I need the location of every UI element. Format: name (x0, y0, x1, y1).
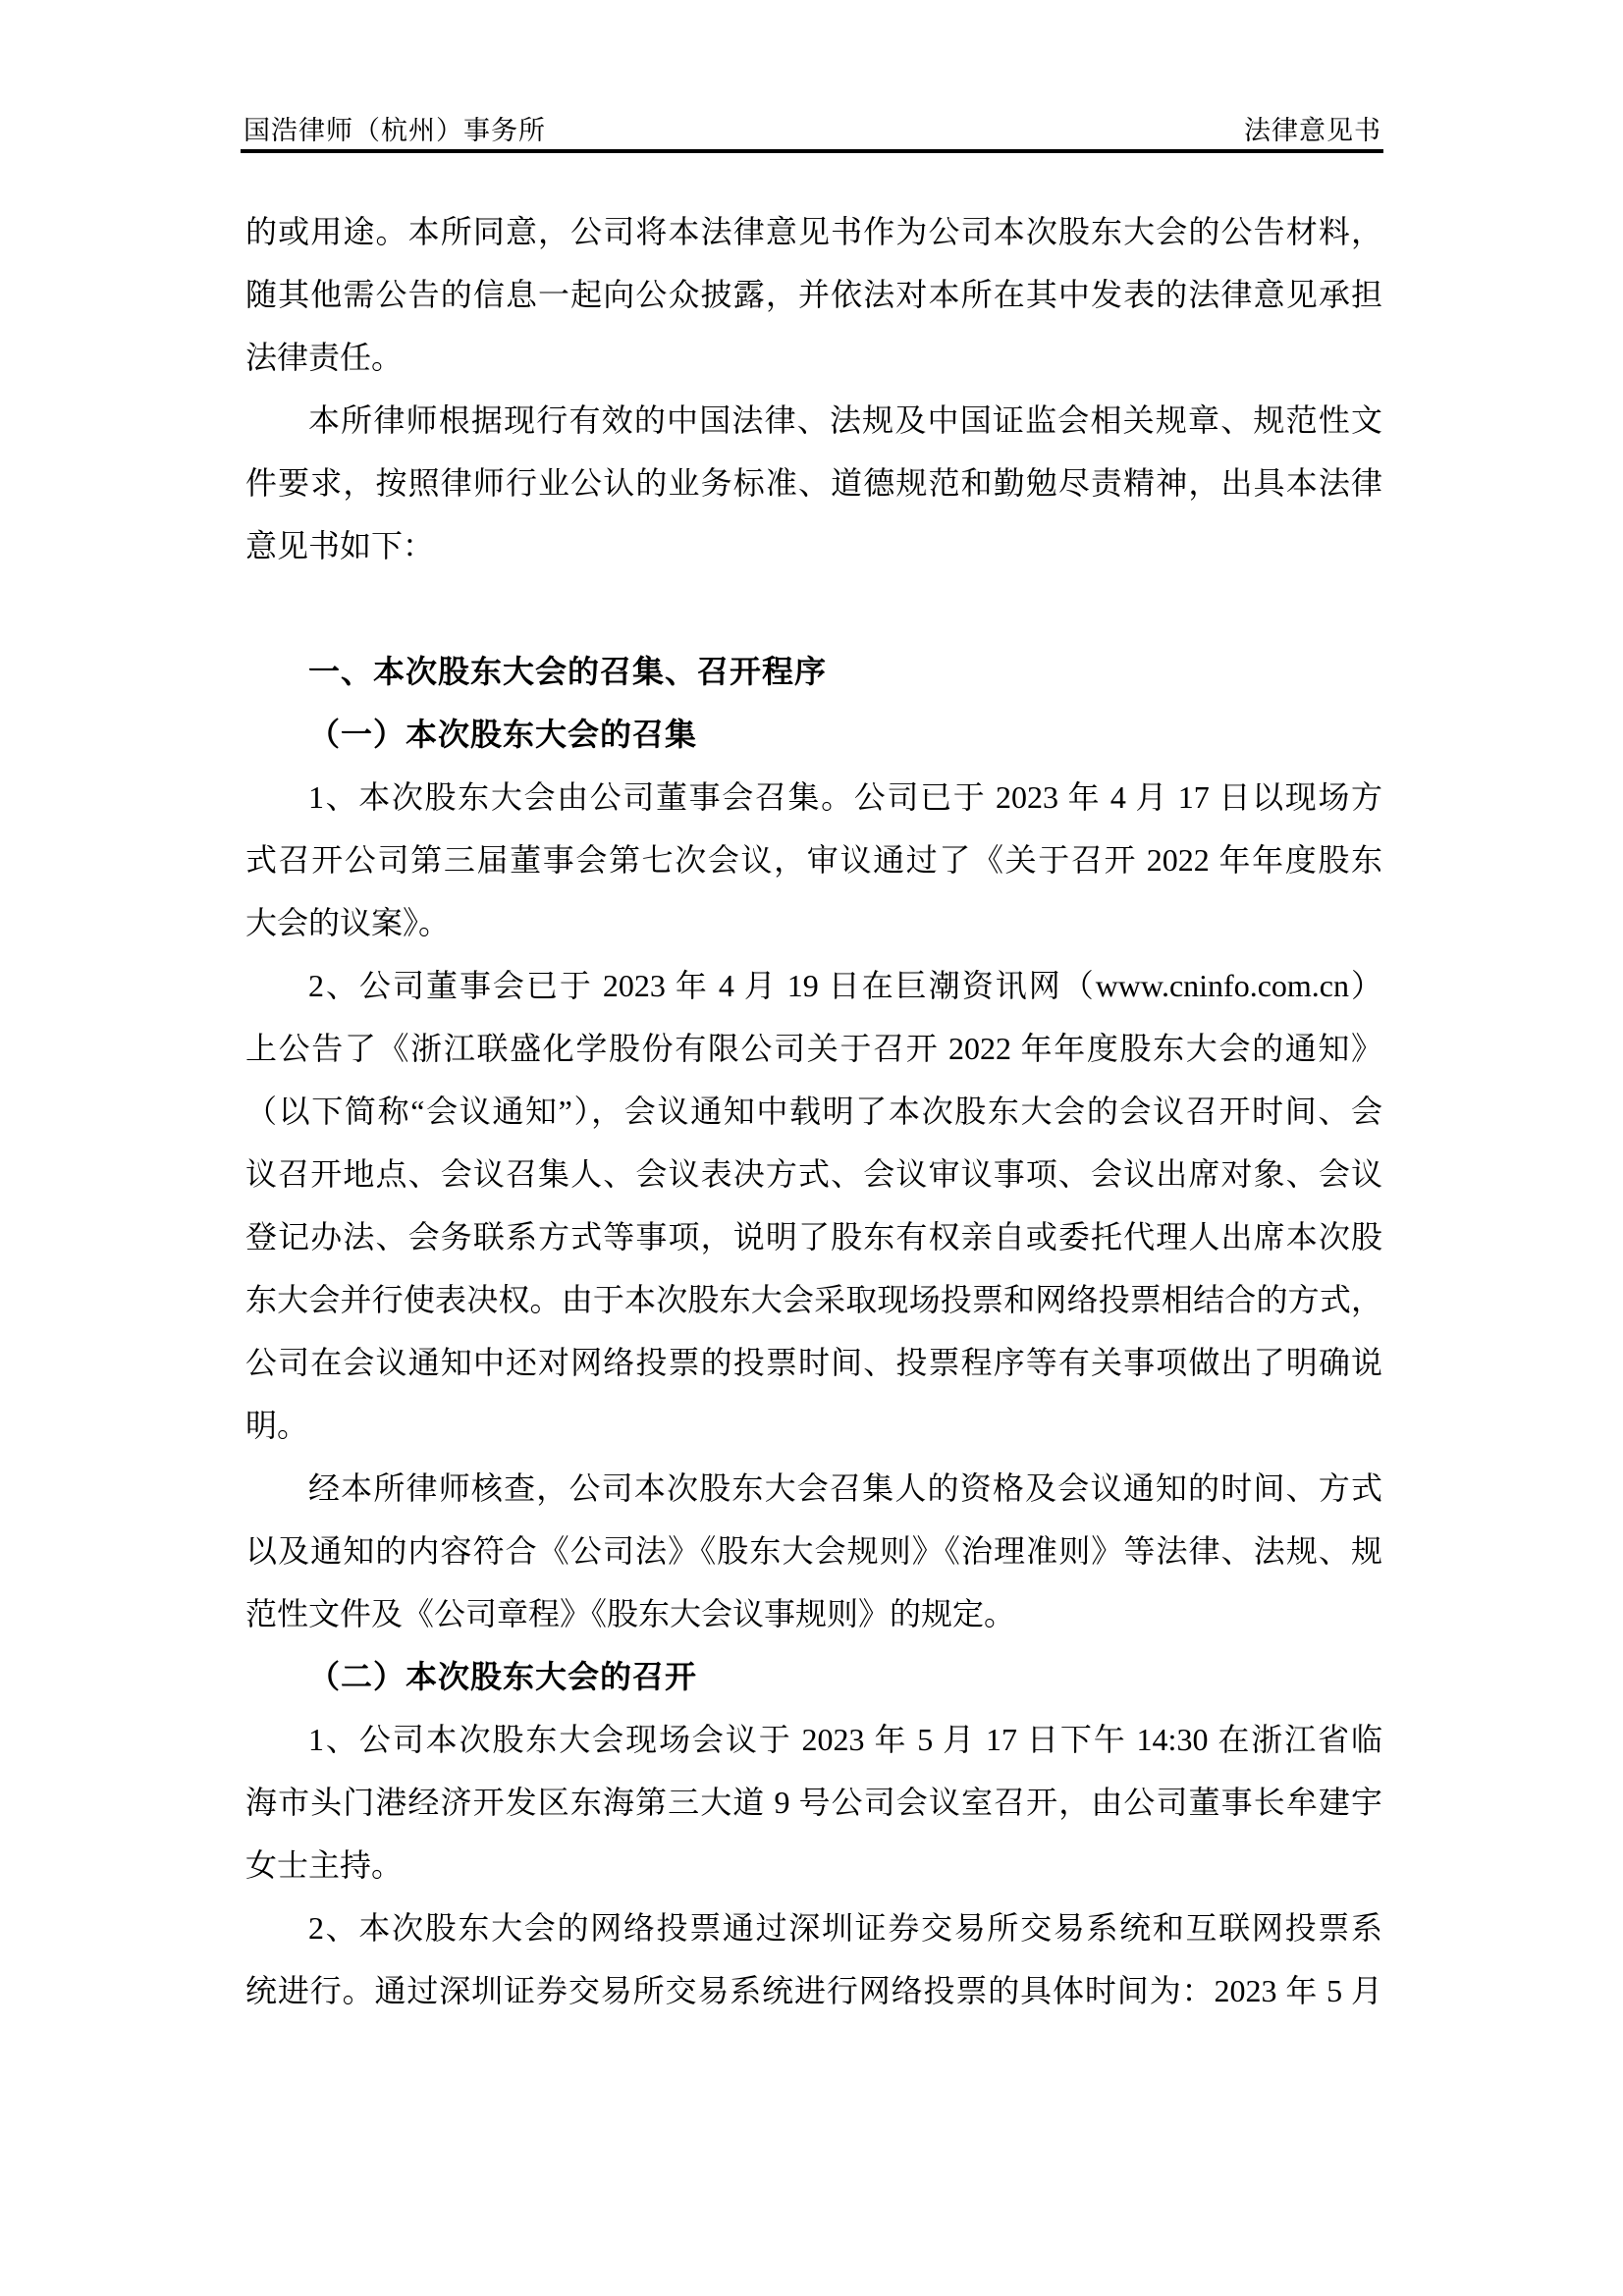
text-line: 海市头门港经济开发区东海第三大道 9 号公司会议室召开，由公司董事长牟建宇 (245, 1785, 1382, 1820)
text-line: 法律责任。 (245, 340, 404, 375)
text-line: （以下简称“会议通知”），会议通知中载明了本次股东大会的会议召开时间、会 (245, 1094, 1382, 1129)
text-line: 大会的议案》。 (245, 905, 451, 940)
text-line: 的或用途。本所同意，公司将本法律意见书作为公司本次股东大会的公告材料， (245, 214, 1382, 249)
text-line: 本所律师根据现行有效的中国法律、法规及中国证监会相关规章、规范性文 (308, 402, 1382, 438)
text-line: 公司在会议通知中还对网络投票的投票时间、投票程序等有关事项做出了明确说 (245, 1345, 1382, 1380)
text-line: 明。 (245, 1408, 309, 1443)
header-firm-name: 国浩律师（杭州）事务所 (243, 116, 546, 145)
blank-line (245, 577, 1382, 640)
text-line: 式召开公司第三届董事会第七次会议，审议通过了《关于召开 2022 年年度股东 (245, 842, 1382, 878)
text-line: 东大会并行使表决权。由于本次股东大会采取现场投票和网络投票相结合的方式， (245, 1282, 1382, 1317)
header-rule (241, 149, 1383, 153)
text-line: 女士主持。 (245, 1847, 404, 1883)
text-line: 统进行。通过深圳证券交易所交易系统进行网络投票的具体时间为：2023 年 5 月 (245, 1973, 1382, 2008)
text-line: 1、本次股东大会由公司董事会召集。公司已于 2023 年 4 月 17 日以现场方 (308, 779, 1382, 815)
heading-line: （一）本次股东大会的召集 (308, 716, 698, 753)
document-body (245, 200, 1382, 2022)
text-line: 经本所律师核查，公司本次股东大会召集人的资格及会议通知的时间、方式 (308, 1470, 1382, 1506)
text-line: 意见书如下： (245, 528, 435, 563)
text-line: 登记办法、会务联系方式等事项，说明了股东有权亲自或委托代理人出席本次股 (245, 1219, 1382, 1255)
text-line: 上公告了《浙江联盛化学股份有限公司关于召开 2022 年年度股东大会的通知》 (245, 1031, 1382, 1066)
text-line: 随其他需公告的信息一起向公众披露，并依法对本所在其中发表的法律意见承担 (245, 277, 1382, 312)
heading-line: 一、本次股东大会的召集、召开程序 (308, 653, 828, 690)
text-line: 范性文件及《公司章程》《股东大会议事规则》的规定。 (245, 1596, 1016, 1631)
heading-line: （二）本次股东大会的召开 (308, 1658, 698, 1695)
text-line: 2、公司董事会已于 2023 年 4 月 19 日在巨潮资讯网（www.cninfo.com.cn） (308, 968, 1382, 1003)
text-line: 1、公司本次股东大会现场会议于 2023 年 5 月 17 日下午 14:30 在浙江省临 (308, 1722, 1382, 1757)
text-line: 2、本次股东大会的网络投票通过深圳证券交易所交易系统和互联网投票系 (308, 1910, 1382, 1946)
text-line: 议召开地点、会议召集人、会议表决方式、会议审议事项、会议出席对象、会议 (245, 1156, 1382, 1192)
text-line: 以及通知的内容符合《公司法》《股东大会规则》《治理准则》等法律、法规、规 (245, 1533, 1382, 1569)
text-line: 件要求，按照律师行业公认的业务标准、道德规范和勤勉尽责精神，出具本法律 (245, 465, 1382, 501)
header-doc-type: 法律意见书 (1244, 116, 1381, 145)
